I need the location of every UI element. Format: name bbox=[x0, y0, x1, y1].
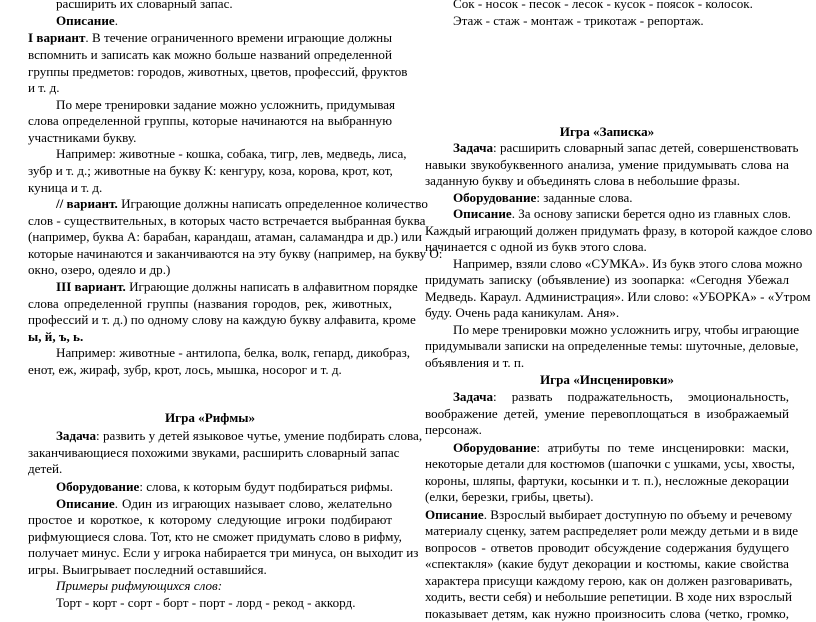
text-line: начинается с одной из букв этого слова. bbox=[425, 239, 647, 254]
text-line: III вариант. Играющие должны написать в алфавитном порядке bbox=[56, 279, 418, 294]
text-line: Задача: развать подражательность, эмоциональность, bbox=[453, 389, 789, 404]
section-heading-stage: Игра «Инсценировки» bbox=[540, 372, 674, 387]
text-line: материалу сценку, затем распределяет роли между детьми и в виде bbox=[425, 523, 799, 538]
text-line: «спектакля» (какие будут декорации и костюмы, какие свойства bbox=[425, 556, 789, 571]
text-line: придумать записку (объявление) из зоопарка: «Сегодня Убежал bbox=[425, 272, 789, 287]
text-line: Описание. За основу записки берется одно из главных слов. bbox=[453, 206, 791, 221]
text-line: короны, шляпы, фартуки, косынки и т. п.), несложные декорации bbox=[425, 473, 789, 488]
text-line: рифмующиеся слова. Тот, кто не сможет придумать слово в рифму, bbox=[28, 529, 402, 544]
text-line: Этаж - стаж - монтаж - трикотаж - репортаж. bbox=[453, 13, 704, 28]
text-line: Описание. Один из играющих называет слово, желательно bbox=[56, 496, 392, 511]
text-line: буду. Очень рада каникулам. Аня». bbox=[425, 305, 620, 320]
text-line: слов - существительных, в которых часто встречается выбранная буква bbox=[28, 213, 426, 228]
text-line: Примеры рифмующихся слов: bbox=[56, 578, 223, 593]
text-line: Оборудование: атрибуты по теме инсценировки: маски, bbox=[453, 440, 789, 455]
text-line: детей. bbox=[28, 461, 63, 476]
text-line: придумывали записки на определенные темы: шуточные, деловые, bbox=[425, 338, 799, 353]
text-line: Каждый играющий должен придумать фразу, в которой каждое слово bbox=[425, 223, 813, 238]
text-line: Сок - носок - песок - лесок - кусок - поясок - колосок. bbox=[453, 0, 753, 11]
text-line: ы, й, ъ, ь. bbox=[28, 329, 84, 344]
text-line: вопросов - ответов проводит обсуждение содержания будущего bbox=[425, 540, 789, 555]
text-line: Задача: расширить словарный запас детей, совершенствовать bbox=[453, 140, 799, 155]
text-line: участниками букву. bbox=[28, 130, 137, 145]
text-line: По мере тренировки можно усложнить игру, чтобы играющие bbox=[453, 322, 800, 337]
text-line: характера присущи каждому герою, как он должен разговаривать, bbox=[425, 573, 793, 588]
text-line: Медведь. Караул. Администрация». Или слово: «УБОРКА» - «Утром bbox=[425, 289, 811, 304]
text-line: По мере тренировки задание можно усложнить, придумывая bbox=[56, 97, 396, 112]
text-line: Задача: развить у детей языковое чутье, умение подбирать слова, bbox=[56, 428, 423, 443]
text-line: слова определенной группы, которые начинаются на выбранную bbox=[28, 113, 392, 128]
text-line: (елки, березки, грибы, цветы). bbox=[425, 489, 594, 504]
section-label: Описание. bbox=[56, 13, 118, 28]
text-line: окно, озеро, одеяло и др.) bbox=[28, 262, 171, 277]
text-line: и т. д. bbox=[28, 80, 60, 95]
text-line: заданную букву и объединять слова в небольшие фразы. bbox=[425, 173, 741, 188]
text-line: персонаж. bbox=[425, 422, 482, 437]
text-line: Например, взяли слово «СУМКА». Из букв этого слова можно bbox=[453, 256, 803, 271]
text-line: группы предметов: городов, животных, цветов, профессий, фруктов bbox=[28, 64, 408, 79]
text-line: Оборудование: слова, к которым будут подбираться рифмы. bbox=[56, 479, 394, 494]
text-line: Например: животные - кошка, собака, тигр, лев, медведь, лиса, bbox=[56, 146, 407, 161]
text-line: профессий и т. д.) по одному слову на каждую букву алфавита, кроме bbox=[28, 312, 416, 327]
text-line: (например, буква А: барабан, карандаш, атаман, саламандра и др.) или bbox=[28, 229, 422, 244]
section-heading-note: Игра «Записка» bbox=[559, 124, 655, 139]
text-line: ходить, вести себя) и небольшие репетиции. В ходе них взрослый bbox=[425, 589, 792, 604]
text-line: // вариант. Играющие должны написать определенное количество bbox=[56, 196, 428, 211]
text-line: I вариант. В течение ограниченного времени играющие должны bbox=[28, 30, 392, 45]
text-line: получает минус. Если у игрока набирается три минуса, он выходит из bbox=[28, 545, 419, 560]
text-line: объявления и т. п. bbox=[425, 355, 525, 370]
text-line: Описание. Взрослый выбирает доступную по объему и речевому bbox=[425, 507, 793, 522]
text-line: которые начинаются и заканчиваются на эту букву (например, на букву О: bbox=[28, 246, 443, 261]
text-line: куница и т. д. bbox=[28, 180, 103, 195]
text-line: навыки звукобуквенного анализа, умение придумывать слова на bbox=[425, 157, 789, 172]
text-line: Например: животные - антилопа, белка, волк, гепард, дикобраз, bbox=[56, 345, 411, 360]
text-line: расширить их словарный запас. bbox=[56, 0, 233, 11]
text-line: зубр и т. д.; животные на букву К: кенгуру, коза, корова, крот, кот, bbox=[28, 163, 393, 178]
text-line: некоторые детали для костюмов (шапочки с ушками, усы, хвосты, bbox=[425, 456, 795, 471]
text-line: слова определенной группы (названия городов, рек, животных, bbox=[28, 296, 392, 311]
text-line: енот, еж, жираф, зубр, крот, лось, мышка, носорог и т. д. bbox=[28, 362, 342, 377]
text-line: простое и короткое, к которому следующие игроки подбирают bbox=[28, 512, 392, 527]
text-line: игры. Выигрывает последний оставшийся. bbox=[28, 562, 267, 577]
text-line: вспомнить и записать как можно больше названий определенной bbox=[28, 47, 392, 62]
text-line: заканчивающиеся похожими звуками, расширить словарный запас bbox=[28, 445, 400, 460]
text-line: Оборудование: заданные слова. bbox=[453, 190, 633, 205]
text-line: показывает детям, как нужно произносить слова (четко, громко, bbox=[425, 606, 789, 621]
section-heading-rhymes: Игра «Рифмы» bbox=[164, 410, 256, 425]
text-line: Торт - корт - сорт - борт - порт - лорд - рекод - аккорд. bbox=[56, 595, 356, 610]
text-line: воображение детей, умение перевоплощаться в изображаемый bbox=[425, 406, 789, 421]
